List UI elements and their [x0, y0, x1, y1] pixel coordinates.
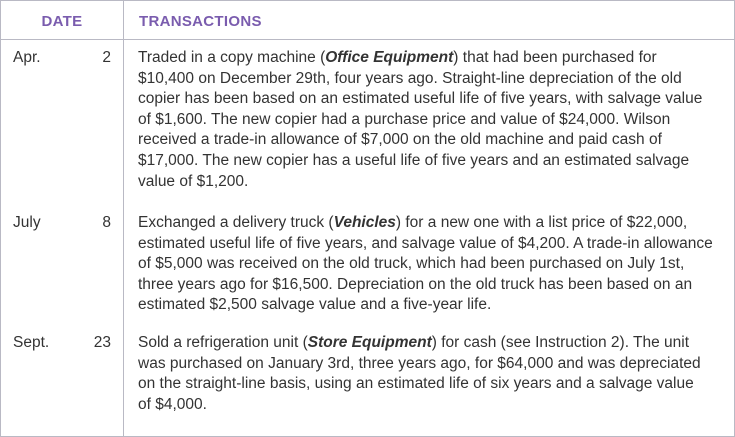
- description-line: of $5,000 was received on the old truck, which had been purchased on July 1st,: [138, 255, 685, 273]
- row-description: [138, 48, 728, 192]
- description-line: was purchased on January 3rd, three years ago, for $64,000 and was depreciated: [138, 354, 701, 372]
- row-month: Sept.: [13, 334, 50, 351]
- description-line: of $4,000.: [138, 395, 207, 413]
- description-line: Exchanged a delivery truck (Vehicles) for a new one with a list price of $22,000,: [138, 214, 688, 231]
- row-month: July: [13, 214, 41, 231]
- description-line: $10,400 on December 29th, four years ago. Straight-line depreciation of the old: [138, 69, 682, 87]
- transactions-column-header: TRANSACTIONS: [139, 13, 262, 30]
- description-line: three years ago for $16,500. Depreciation on the old truck has been based on an: [138, 275, 693, 293]
- description-line: estimated useful life of five years, and salvage value of $4,200. A trade-in allowance: [138, 234, 713, 252]
- description-line: Traded in a copy machine (Office Equipment) that had been purchased for: [138, 49, 657, 66]
- row-day: 23: [93, 334, 111, 351]
- row-description: [138, 213, 728, 316]
- description-line: estimated $2,500 salvage value and a five-year life.: [138, 296, 492, 314]
- row-month: Apr.: [13, 49, 41, 66]
- date-column-header: DATE: [41, 13, 83, 30]
- row-description: [138, 333, 728, 415]
- description-line: $17,000. The new copier has a useful life of five years and an estimated salvage: [138, 151, 690, 169]
- row-day: 8: [102, 214, 111, 231]
- table-header: [1, 1, 734, 40]
- account-name: Office Equipment: [325, 49, 454, 66]
- description-line: copier has been based on an estimated useful life of five years, with salvage value: [138, 90, 703, 108]
- row-day: 2: [102, 49, 111, 66]
- account-name: Store Equipment: [307, 334, 432, 351]
- description-line: on the straight-line basis, using an estimated life of six years and a salvage value: [138, 375, 694, 393]
- description-line: of $1,600. The new copier had a purchase price and value of $24,000. Wilson: [138, 110, 671, 128]
- description-line: value of $1,200.: [138, 172, 249, 190]
- account-name: Vehicles: [333, 214, 396, 231]
- description-line: received a trade-in allowance of $7,000 on the old machine and paid cash of: [138, 131, 662, 149]
- description-line: Sold a refrigeration unit (Store Equipment) for cash (see Instruction 2). The unit: [138, 334, 690, 351]
- column-divider: [123, 1, 124, 436]
